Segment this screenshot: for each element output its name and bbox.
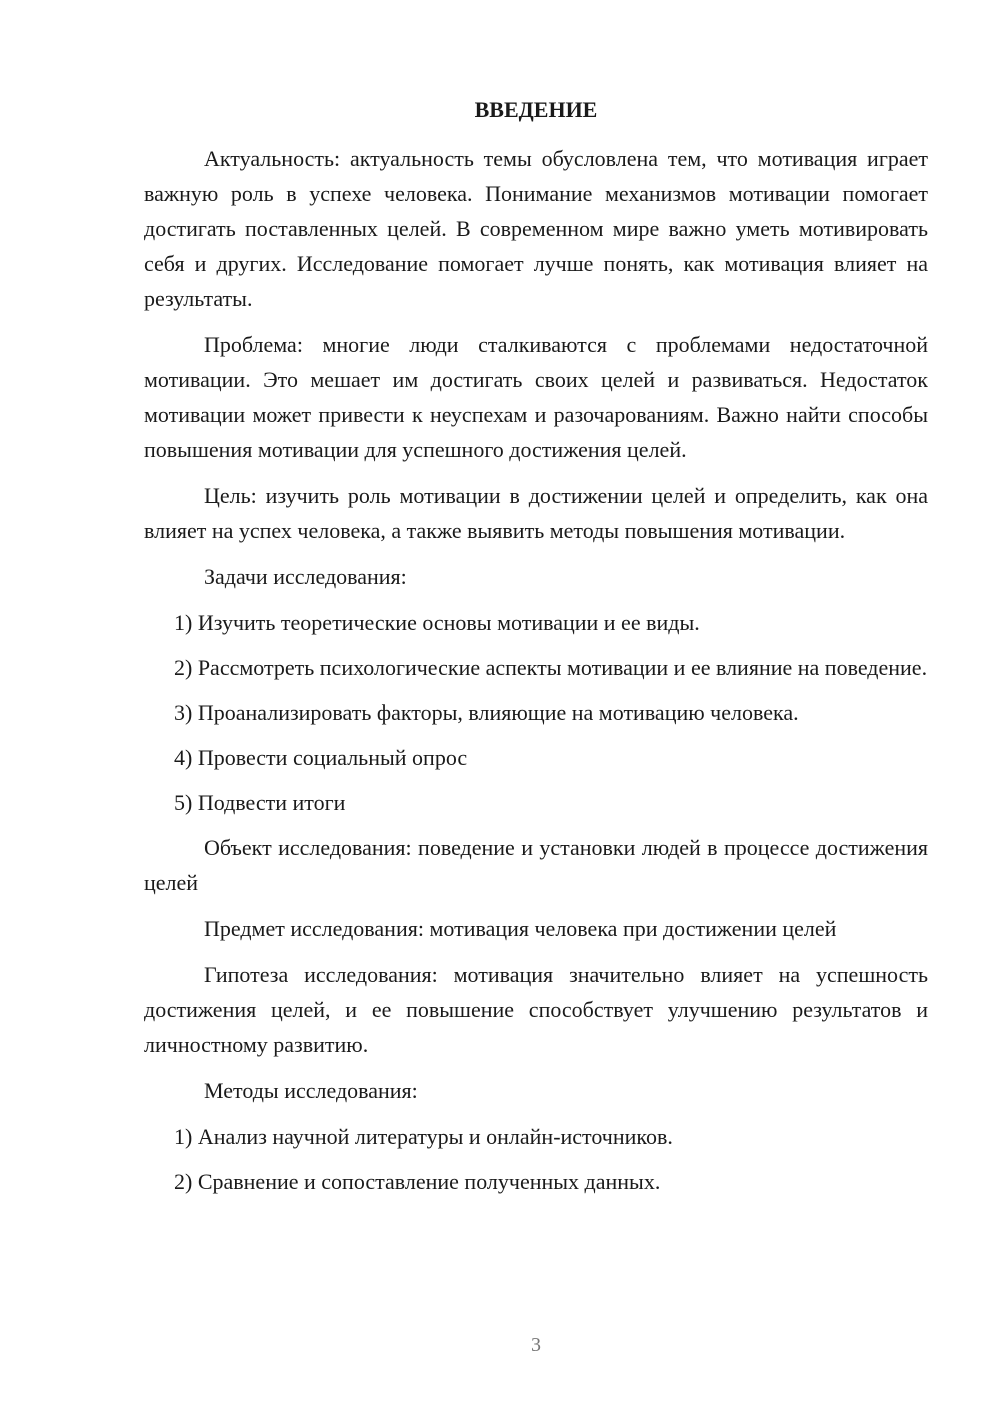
hypothesis-paragraph: Гипотеза исследования: мотивация значительно влияет на успешность достижения целей, и ее повышение способствует улучшению результатов и личностному развитию.: [144, 962, 928, 1057]
task-item-4: 4) Провести социальный опрос: [174, 745, 468, 770]
task-item-1: 1) Изучить теоретические основы мотивации и ее виды.: [174, 610, 700, 635]
task-item-3: 3) Проанализировать факторы, влияющие на мотивацию человека.: [174, 700, 799, 725]
relevance-paragraph: Актуальность: актуальность темы обусловлена тем, что мотивация играет важную роль в успехе человека. Понимание механизмов мотивации помогает достигать поставленных целей. В современном мире важно уметь мотивировать себя и других. Исследование помогает лучше понять, как мотивация влияет на результаты.: [144, 146, 928, 311]
page-number: 3: [531, 1334, 541, 1356]
problem-paragraph: Проблема: многие люди сталкиваются с проблемами недостаточной мотивации. Это мешает им достигать своих целей и развиваться. Недостаток мотивации может привести к неуспехам и разочарованиям. Важно найти способы повышения мотивации для успешного достижения целей.: [144, 332, 928, 462]
subject-paragraph: Предмет исследования: мотивация человека при достижении целей: [204, 916, 837, 941]
method-item-2: 2) Сравнение и сопоставление полученных данных.: [174, 1169, 661, 1194]
task-item-2: 2) Рассмотреть психологические аспекты мотивации и ее влияние на поведение.: [174, 655, 928, 680]
methods-heading: Методы исследования:: [204, 1078, 418, 1103]
task-item-5: 5) Подвести итоги: [174, 790, 346, 815]
method-item-1: 1) Анализ научной литературы и онлайн-источников.: [174, 1124, 673, 1149]
tasks-heading: Задачи исследования:: [204, 564, 407, 589]
object-paragraph: Объект исследования: поведение и установки людей в процессе достижения целей: [144, 835, 928, 895]
document-page: [144, 92, 928, 1209]
goal-paragraph: Цель: изучить роль мотивации в достижении целей и определить, как она влияет на успех человека, а также выявить методы повышения мотивации.: [144, 483, 928, 543]
section-heading: ВВЕДЕНИЕ: [474, 97, 598, 122]
